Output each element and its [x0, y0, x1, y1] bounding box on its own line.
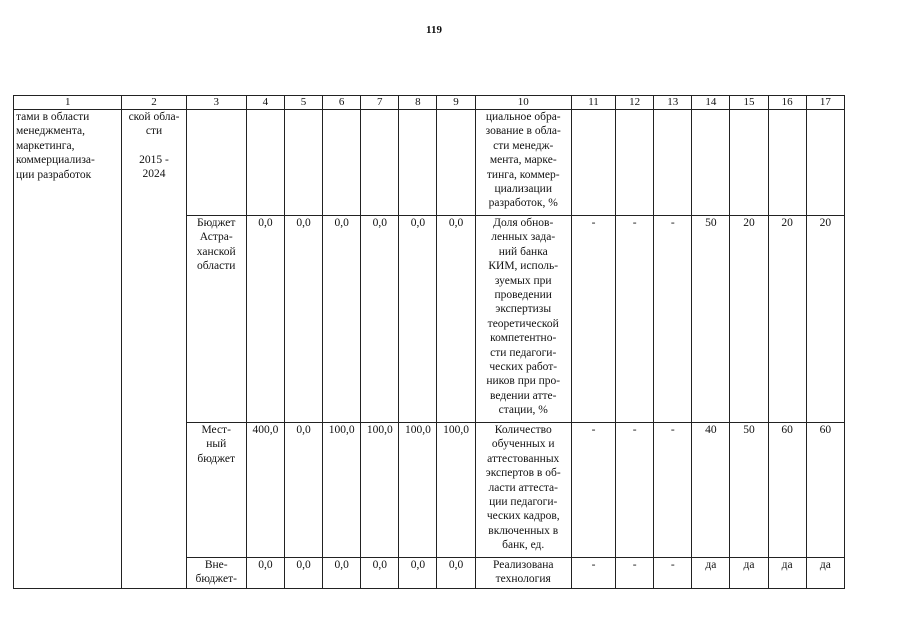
cell-line: ческих кадров,	[486, 510, 560, 523]
target-cell	[806, 110, 844, 216]
period-end: 2024	[142, 168, 166, 181]
header-cell: 4	[246, 96, 284, 110]
header-cell: 12	[616, 96, 654, 110]
executor-period-cell	[122, 110, 186, 589]
target-cell: -	[571, 216, 615, 423]
cell-line: ведении атте-	[490, 389, 557, 402]
target-cell: -	[616, 558, 654, 589]
cell-line: сти менедж-	[493, 139, 554, 152]
value-cell: 0,0	[437, 216, 475, 423]
cell-line: Астра-	[199, 231, 233, 244]
value-cell: 100,0	[399, 423, 437, 558]
cell-line: сти педагоги-	[490, 346, 557, 359]
funding-source-cell	[186, 216, 246, 423]
target-cell: 60	[806, 423, 844, 558]
value-cell: 0,0	[246, 216, 284, 423]
value-cell: 0,0	[361, 558, 399, 589]
value-cell: 0,0	[284, 558, 322, 589]
cell-line: ской обла-	[128, 111, 180, 123]
cell-line: области	[196, 260, 236, 273]
value-cell: 0,0	[437, 558, 475, 589]
value-cell: 0,0	[323, 216, 361, 423]
target-cell: -	[654, 423, 692, 558]
cell-line: бюджет-	[195, 573, 237, 586]
target-cell: да	[806, 558, 844, 589]
cell-line: тинга, коммер-	[486, 168, 560, 181]
header-cell: 7	[361, 96, 399, 110]
indicator-cell	[475, 558, 571, 589]
period-start: 2015 -	[139, 153, 169, 166]
target-cell: 60	[768, 423, 806, 558]
cell-line: КИМ, исполь-	[488, 260, 559, 273]
cell-line: ный	[206, 438, 227, 451]
cell-line: компетентно-	[490, 332, 557, 345]
header-cell: 17	[806, 96, 844, 110]
target-cell: -	[616, 216, 654, 423]
funding-source-cell	[186, 423, 246, 558]
target-cell: 40	[692, 423, 730, 558]
value-cell: 0,0	[399, 216, 437, 423]
target-cell	[616, 110, 654, 216]
value-cell: 100,0	[437, 423, 475, 558]
indicator-cell	[475, 423, 571, 558]
target-cell: -	[616, 423, 654, 558]
cell-line: ний банка	[498, 245, 548, 258]
target-cell: 20	[806, 216, 844, 423]
header-row	[14, 96, 845, 110]
cell-line: мента, марке-	[489, 154, 557, 167]
cell-line: банк, ед.	[502, 539, 545, 552]
cell-line: ников при про-	[486, 375, 561, 388]
cell-line: стации, %	[498, 404, 548, 417]
target-cell: 20	[730, 216, 768, 423]
funding-source-cell	[186, 110, 246, 216]
cell-line: маркетинга,	[16, 139, 75, 152]
target-cell: да	[768, 558, 806, 589]
cell-line: тами в области	[16, 111, 90, 123]
header-cell: 2	[122, 96, 186, 110]
cell-line: экспертизы	[495, 303, 552, 316]
value-cell: 100,0	[361, 423, 399, 558]
value-cell: 0,0	[323, 558, 361, 589]
cell-line: проведении	[494, 289, 552, 302]
cell-line: обученных и	[491, 438, 555, 451]
cell-line: Бюджет	[197, 217, 236, 229]
target-cell: -	[571, 423, 615, 558]
target-cell: да	[692, 558, 730, 589]
value-cell: 100,0	[323, 423, 361, 558]
activity-cell	[14, 110, 122, 589]
cell-line: Количество	[494, 424, 552, 436]
target-cell: 50	[692, 216, 730, 423]
header-cell: 15	[730, 96, 768, 110]
value-cell	[246, 110, 284, 216]
target-cell: 20	[768, 216, 806, 423]
cell-line: ханской	[196, 245, 236, 258]
cell-line: сти	[145, 125, 163, 138]
target-cell: 50	[730, 423, 768, 558]
header-cell: 1	[14, 96, 122, 110]
cell-line: ленных зада-	[491, 231, 556, 244]
table-row	[14, 110, 845, 216]
target-cell	[692, 110, 730, 216]
value-cell	[323, 110, 361, 216]
target-cell	[730, 110, 768, 216]
header-cell: 11	[571, 96, 615, 110]
cell-line: теоретической	[487, 317, 559, 330]
value-cell	[361, 110, 399, 216]
cell-line: включенных в	[488, 524, 559, 537]
target-cell	[768, 110, 806, 216]
cell-line: циализации	[494, 183, 552, 196]
cell-line: ции педагоги-	[489, 496, 558, 509]
value-cell: 0,0	[361, 216, 399, 423]
value-cell: 0,0	[399, 558, 437, 589]
indicator-cell	[475, 110, 571, 216]
header-cell: 9	[437, 96, 475, 110]
target-cell: да	[730, 558, 768, 589]
cell-line: Доля обнов-	[493, 217, 554, 229]
cell-line: зование в обла-	[485, 125, 561, 138]
cell-line: аттестованных	[487, 452, 560, 465]
cell-line: Реализована	[493, 559, 554, 571]
funding-source-cell	[186, 558, 246, 589]
target-cell	[571, 110, 615, 216]
cell-line: менеджмента,	[16, 125, 85, 138]
header-cell: 14	[692, 96, 730, 110]
header-cell: 16	[768, 96, 806, 110]
page-number: 119	[426, 24, 442, 36]
cell-line: технология	[495, 573, 551, 586]
cell-line: зуемых при	[494, 274, 552, 287]
cell-line: ласти аттеста-	[488, 481, 558, 494]
cell-line: коммерциализа-	[16, 154, 95, 167]
header-cell: 8	[399, 96, 437, 110]
value-cell: 0,0	[284, 423, 322, 558]
target-cell: -	[654, 216, 692, 423]
cell-line: разработок, %	[488, 197, 558, 210]
value-cell: 400,0	[246, 423, 284, 558]
header-cell: 5	[284, 96, 322, 110]
cell-line: бюджет	[197, 452, 236, 465]
header-cell: 10	[475, 96, 571, 110]
value-cell	[437, 110, 475, 216]
cell-line: Вне-	[204, 559, 228, 571]
target-cell: -	[654, 558, 692, 589]
cell-line: ции разработок	[16, 168, 92, 181]
value-cell: 0,0	[246, 558, 284, 589]
value-cell: 0,0	[284, 216, 322, 423]
target-cell: -	[571, 558, 615, 589]
cell-line: ческих работ-	[489, 361, 558, 374]
cell-line: циальное обра-	[485, 111, 561, 123]
target-cell	[654, 110, 692, 216]
header-cell: 13	[654, 96, 692, 110]
header-cell: 6	[323, 96, 361, 110]
cell-line: Мест-	[201, 424, 231, 436]
indicator-cell	[475, 216, 571, 423]
program-table	[13, 95, 845, 589]
header-cell: 3	[186, 96, 246, 110]
value-cell	[399, 110, 437, 216]
cell-line: экспертов в об-	[485, 467, 561, 480]
value-cell	[284, 110, 322, 216]
